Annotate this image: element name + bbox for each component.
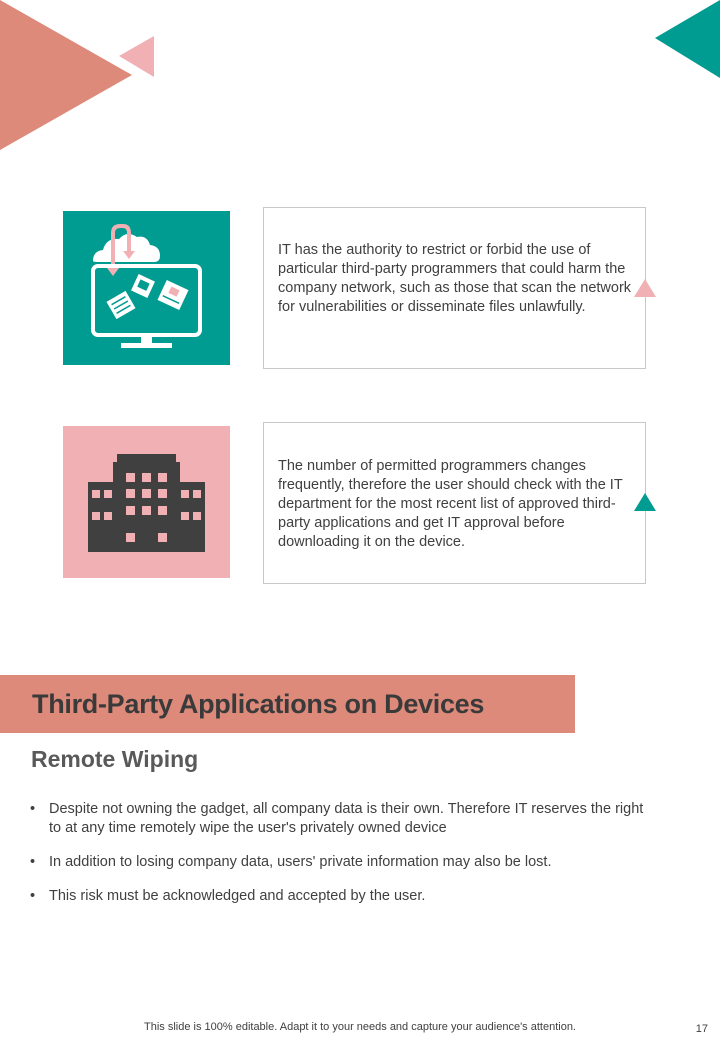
bullet-marker: • [30, 854, 36, 870]
info-card-1 [263, 207, 646, 369]
teal-triangle-shape [655, 0, 720, 78]
section-title: Third-Party Applications on Devices [32, 689, 485, 719]
teal-pointer-icon [632, 491, 660, 513]
monitor-icon-tile [63, 211, 230, 365]
bullet-text: Despite not owning the gadget, all company data is their own. Therefore IT reserves the right to at any time remotely wipe the user's privately owned device [49, 801, 644, 836]
page-number: 17 [695, 1023, 708, 1035]
card-2-text: The number of permitted programmers changes frequently, therefore the user should check with the IT department for the most recent list of approved third-party applications and get IT approval before downloading it on the device. [278, 458, 623, 550]
monitor-cloud-icon [63, 211, 230, 365]
salmon-triangle-shape [0, 0, 132, 150]
building-icon [63, 426, 230, 578]
building-icon-tile [63, 426, 230, 578]
bullet-item [30, 887, 650, 906]
bullet-list [30, 800, 650, 921]
footer-note: This slide is 100% editable. Adapt it to your needs and capture your audience's attention. [144, 1021, 576, 1033]
pink-pointer-icon [632, 277, 660, 299]
bullet-text: This risk must be acknowledged and accepted by the user. [49, 888, 426, 904]
bullet-marker: • [30, 801, 36, 817]
bullet-item [30, 853, 650, 872]
card-1-text: IT has the authority to restrict or forbid the use of particular third-party programmers that could harm the company network, such as those that scan the network for vulnerabilities or disseminate files unlawfully. [278, 242, 632, 315]
corner-decoration-right [650, 0, 720, 80]
info-card-2 [263, 422, 646, 584]
section-title-banner [0, 675, 575, 733]
bullet-text: In addition to losing company data, users' private information may also be lost. [49, 854, 552, 870]
section-subtitle: Remote Wiping [31, 746, 199, 772]
corner-decoration-left [0, 0, 170, 160]
bullet-marker: • [30, 888, 36, 904]
bullet-item [30, 800, 650, 838]
